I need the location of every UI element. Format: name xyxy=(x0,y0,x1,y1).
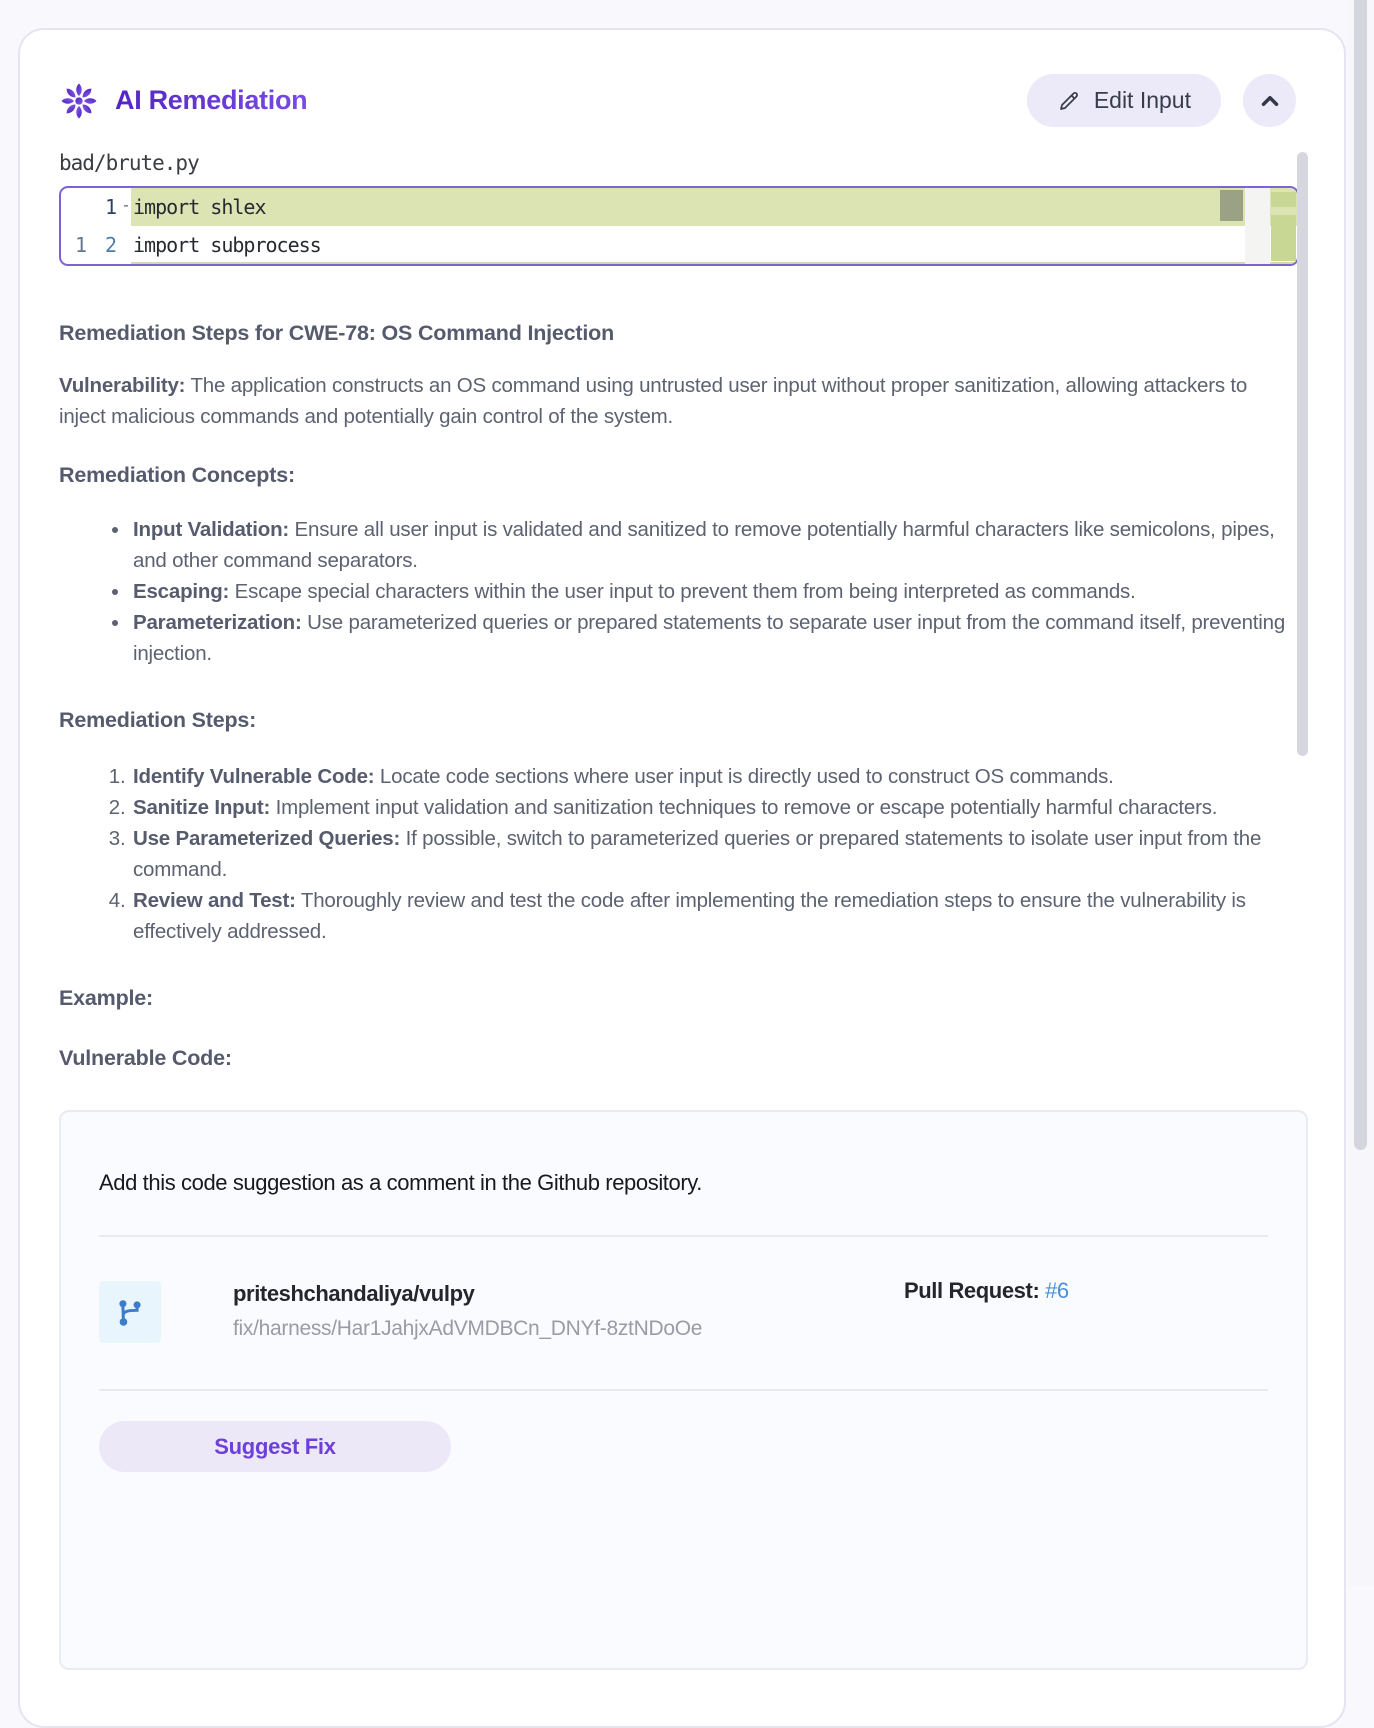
step-label: Review and Test: xyxy=(133,889,296,912)
suggest-fix-button[interactable]: Suggest Fix xyxy=(99,1421,451,1472)
page-scrollbar-thumb[interactable] xyxy=(1354,0,1367,1150)
list-item xyxy=(131,514,1287,576)
list-item xyxy=(131,823,1287,885)
vulnerability-label: Vulnerability: xyxy=(59,374,186,397)
list-item xyxy=(131,885,1287,947)
concept-label: Input Validation: xyxy=(133,518,290,541)
concept-text: Escape special characters within the user input to prevent them from being interpreted as commands. xyxy=(234,580,1136,603)
ai-remediation-panel xyxy=(18,28,1346,1728)
list-item xyxy=(131,792,1287,823)
new-line-number: 2 xyxy=(104,233,117,257)
branch-name: fix/harness/Har1JahjxAdVMDBCn_DNYf-8ztNDoOe xyxy=(233,1317,703,1340)
steps-list xyxy=(59,761,1287,947)
concept-text: Use parameterized queries or prepared statements to separate user input from the command itself, preventing injection. xyxy=(133,611,1286,665)
ai-logo-icon xyxy=(59,81,99,121)
pull-request-label: Pull Request: xyxy=(904,1278,1040,1303)
github-suggestion-card xyxy=(59,1110,1308,1670)
step-label: Sanitize Input: xyxy=(133,796,271,819)
vulnerability-text: The application constructs an OS command using untrusted user input without proper sanitization, allowing attackers to inject malicious commands and potentially gain control of the system. xyxy=(59,374,1248,428)
diff-line-context xyxy=(61,226,1297,264)
old-line-number: 1 xyxy=(74,233,87,257)
code-line-text: import shlex xyxy=(131,188,1297,226)
diff-marker-spacer xyxy=(121,226,131,264)
new-line-number: 1 xyxy=(104,195,117,219)
diff-minimap-change-marker xyxy=(1271,192,1296,207)
pull-request-info xyxy=(904,1278,1069,1304)
remediation-doc xyxy=(59,318,1287,1073)
step-label: Use Parameterized Queries: xyxy=(133,827,401,850)
step-label: Identify Vulnerable Code: xyxy=(133,765,375,788)
example-heading: Example: xyxy=(59,986,153,1010)
step-text: Implement input validation and sanitization techniques to remove or escape potentially harmful characters. xyxy=(275,796,1218,819)
code-diff-block[interactable] xyxy=(59,186,1299,266)
concept-label: Escaping: xyxy=(133,580,230,603)
list-item xyxy=(131,607,1287,669)
chevron-up-icon xyxy=(1257,88,1283,114)
repo-row xyxy=(99,1278,1268,1343)
collapse-panel-button[interactable] xyxy=(1243,74,1296,127)
edit-input-label: Edit Input xyxy=(1093,87,1191,113)
pencil-icon xyxy=(1057,89,1081,113)
concepts-heading: Remediation Concepts: xyxy=(59,463,295,487)
edit-input-button[interactable] xyxy=(1027,74,1221,127)
step-text: Locate code sections where user input is directly used to construct OS commands. xyxy=(379,765,1114,788)
vulnerable-code-heading: Vulnerable Code: xyxy=(59,1046,232,1070)
steps-heading: Remediation Steps: xyxy=(59,708,257,732)
divider xyxy=(99,1235,1268,1237)
list-item xyxy=(131,761,1287,792)
old-line-number xyxy=(61,188,91,226)
diff-change-marker: - xyxy=(121,196,131,214)
repo-icon-box xyxy=(99,1281,161,1343)
pull-request-link[interactable]: #6 xyxy=(1045,1278,1069,1303)
panel-header xyxy=(59,74,1296,127)
content-scrollbar-thumb[interactable] xyxy=(1297,152,1308,756)
diff-minimap-change-marker xyxy=(1271,215,1296,261)
concepts-list xyxy=(59,514,1287,669)
suggestion-instruction: Add this code suggestion as a comment in the Github repository. xyxy=(99,1170,702,1195)
diff-filename: bad/brute.py xyxy=(59,151,199,175)
page-title: AI Remediation xyxy=(115,85,308,115)
step-text: Thoroughly review and test the code after implementing the remediation steps to ensure the vulnerability is effectively addressed. xyxy=(133,889,1246,943)
concept-label: Parameterization: xyxy=(133,611,302,634)
diff-minimap-track xyxy=(1245,188,1270,264)
diff-overview-marker xyxy=(1220,190,1243,221)
doc-title: Remediation Steps for CWE-78: OS Command Injection xyxy=(59,321,615,345)
diff-line-added xyxy=(61,188,1297,226)
git-branch-icon xyxy=(113,1295,147,1329)
step-text: If possible, switch to parameterized queries or prepared statements to isolate user input from the command. xyxy=(133,827,1262,881)
repo-name: priteshchandaliya/vulpy xyxy=(233,1281,475,1306)
divider xyxy=(99,1389,1268,1391)
list-item xyxy=(131,576,1287,607)
vulnerability-paragraph xyxy=(59,370,1287,432)
concept-text: Ensure all user input is validated and sanitized to remove potentially harmful characters like semicolons, pipes, and other command separators. xyxy=(133,518,1275,572)
code-line-text: import subprocess xyxy=(131,226,1297,264)
